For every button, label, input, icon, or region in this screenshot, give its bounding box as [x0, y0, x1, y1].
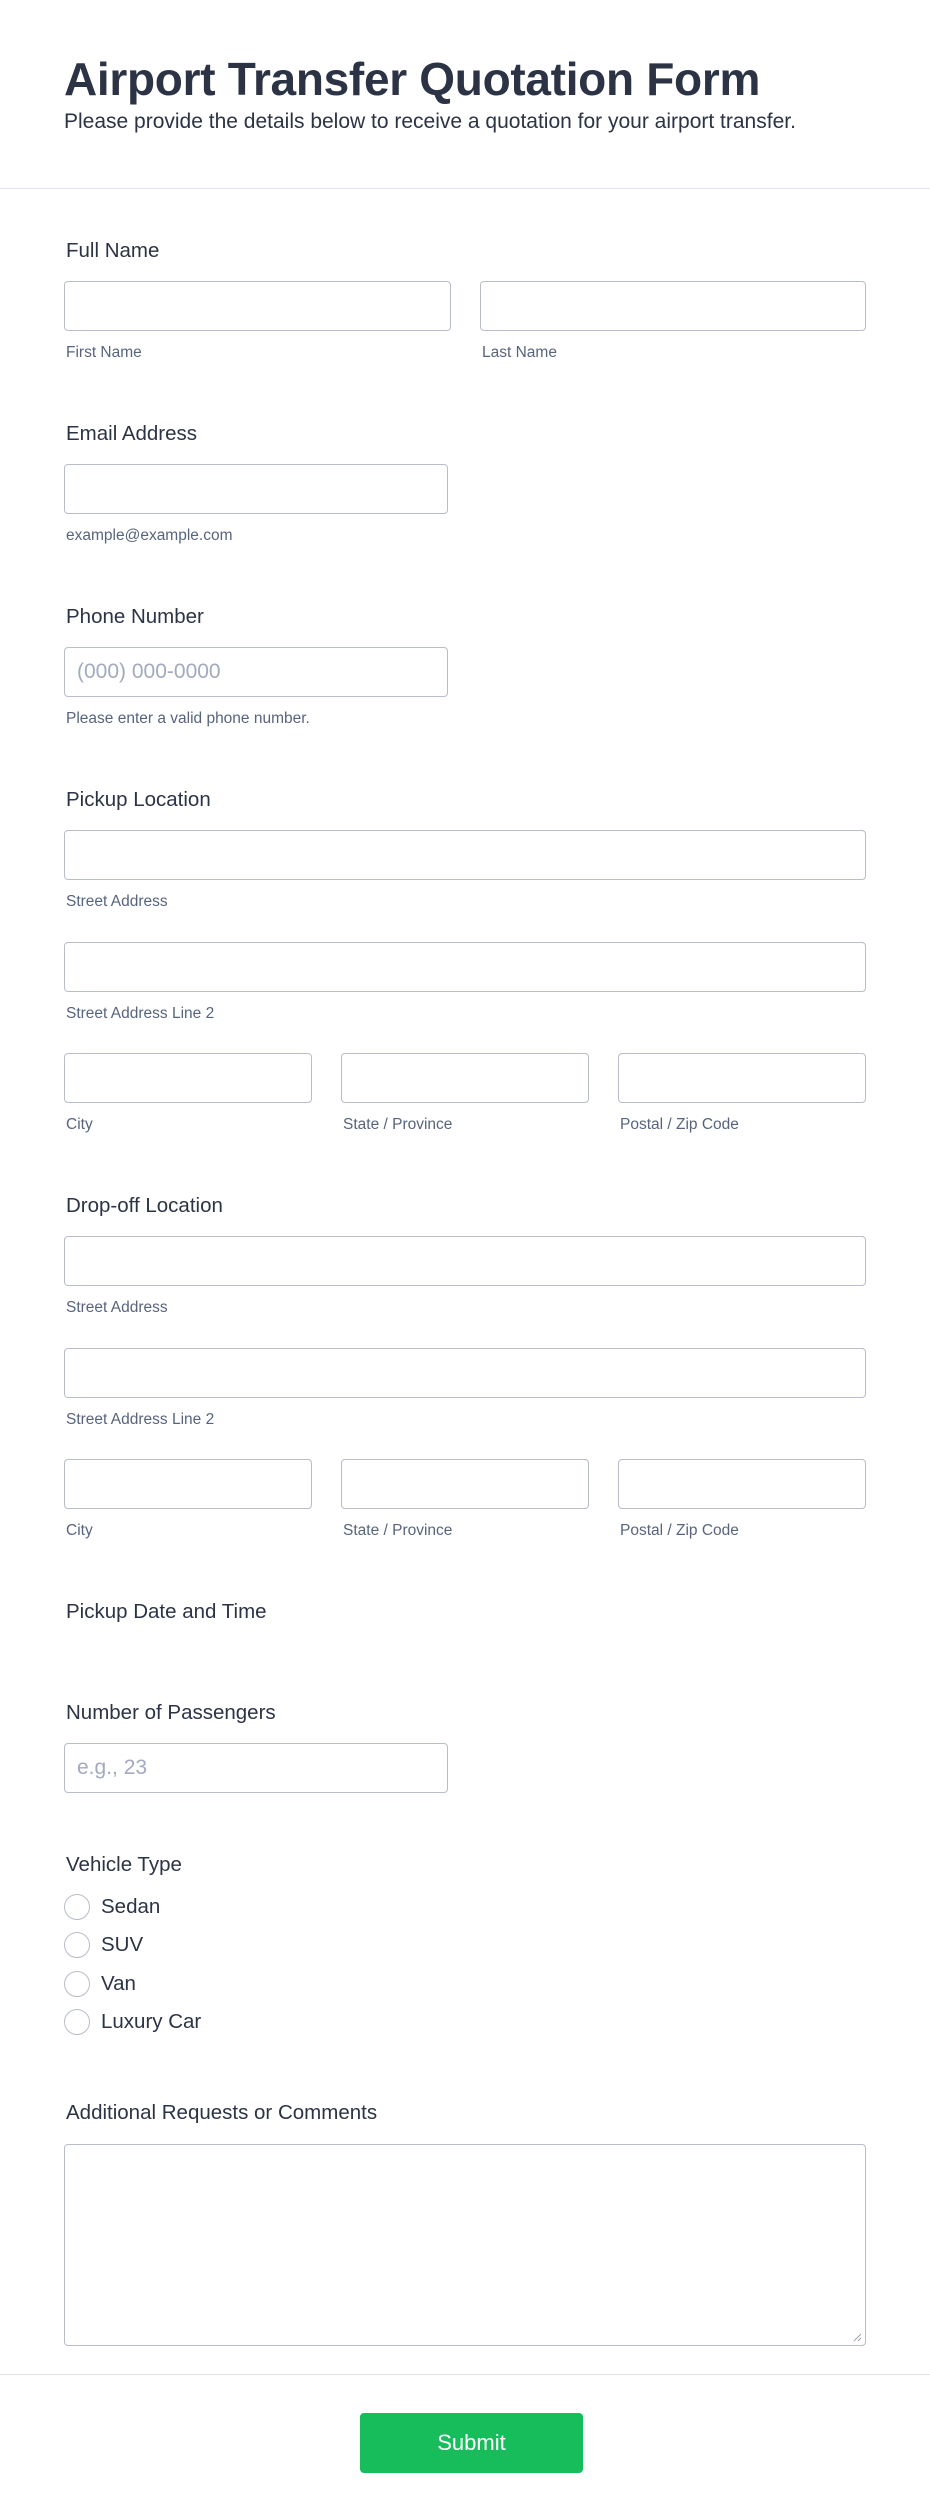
vehicle-option-label: Sedan — [101, 1895, 161, 1918]
passengers-label: Number of Passengers — [66, 1701, 276, 1724]
radio-circle-icon[interactable] — [64, 1971, 90, 1997]
pickup-state-input[interactable] — [341, 1053, 589, 1103]
radio-circle-icon[interactable] — [64, 1894, 90, 1920]
dropoff-state-input[interactable] — [341, 1459, 589, 1509]
pickup-datetime-label: Pickup Date and Time — [66, 1600, 267, 1623]
vehicle-option-label: Van — [101, 1972, 136, 1995]
email-sublabel: example@example.com — [66, 527, 233, 544]
pickup-postal-sublabel: Postal / Zip Code — [620, 1116, 739, 1133]
pickup-postal-input[interactable] — [618, 1053, 866, 1103]
dropoff-postal-sublabel: Postal / Zip Code — [620, 1522, 739, 1539]
pickup-street2-sublabel: Street Address Line 2 — [66, 1005, 215, 1022]
vehicle-option-van[interactable] — [64, 1970, 136, 1998]
dropoff-state-sublabel: State / Province — [343, 1522, 453, 1539]
last-name-sublabel: Last Name — [482, 344, 557, 361]
pickup-city-input[interactable] — [64, 1053, 312, 1103]
dropoff-street2-sublabel: Street Address Line 2 — [66, 1411, 215, 1428]
email-input[interactable] — [64, 464, 448, 514]
full-name-label: Full Name — [66, 239, 160, 262]
form-title: Airport Transfer Quotation Form — [64, 53, 761, 105]
form-header — [0, 0, 930, 189]
email-label: Email Address — [66, 422, 198, 445]
vehicle-option-label: SUV — [101, 1933, 144, 1956]
dropoff-street2-input[interactable] — [64, 1348, 866, 1398]
vehicle-option-label: Luxury Car — [101, 2010, 202, 2033]
comments-textarea[interactable] — [64, 2144, 866, 2346]
dropoff-city-input[interactable] — [64, 1459, 312, 1509]
vehicle-option-luxury-car[interactable] — [64, 2008, 201, 2036]
form-subtitle: Please provide the details below to receive a quotation for your airport transfer. — [64, 110, 796, 133]
phone-input[interactable] — [64, 647, 448, 697]
vehicle-type-label: Vehicle Type — [66, 1853, 182, 1876]
dropoff-postal-input[interactable] — [618, 1459, 866, 1509]
pickup-city-sublabel: City — [66, 1116, 93, 1133]
pickup-location-label: Pickup Location — [66, 788, 211, 811]
pickup-street2-input[interactable] — [64, 942, 866, 992]
footer-divider — [0, 2374, 930, 2375]
passengers-input[interactable] — [64, 1743, 448, 1793]
last-name-input[interactable] — [480, 281, 866, 331]
phone-label: Phone Number — [66, 605, 204, 628]
dropoff-location-label: Drop-off Location — [66, 1194, 223, 1217]
resize-grip-icon[interactable] — [853, 2333, 862, 2342]
radio-circle-icon[interactable] — [64, 2009, 90, 2035]
phone-sublabel: Please enter a valid phone number. — [66, 710, 310, 727]
radio-circle-icon[interactable] — [64, 1932, 90, 1958]
vehicle-option-sedan[interactable] — [64, 1893, 160, 1921]
comments-label: Additional Requests or Comments — [66, 2101, 378, 2124]
first-name-sublabel: First Name — [66, 344, 142, 361]
dropoff-street-sublabel: Street Address — [66, 1299, 168, 1316]
pickup-street-input[interactable] — [64, 830, 866, 880]
dropoff-city-sublabel: City — [66, 1522, 93, 1539]
pickup-street-sublabel: Street Address — [66, 893, 168, 910]
vehicle-option-suv[interactable] — [64, 1931, 143, 1959]
submit-button[interactable]: Submit — [360, 2413, 583, 2473]
dropoff-street-input[interactable] — [64, 1236, 866, 1286]
pickup-state-sublabel: State / Province — [343, 1116, 453, 1133]
first-name-input[interactable] — [64, 281, 451, 331]
